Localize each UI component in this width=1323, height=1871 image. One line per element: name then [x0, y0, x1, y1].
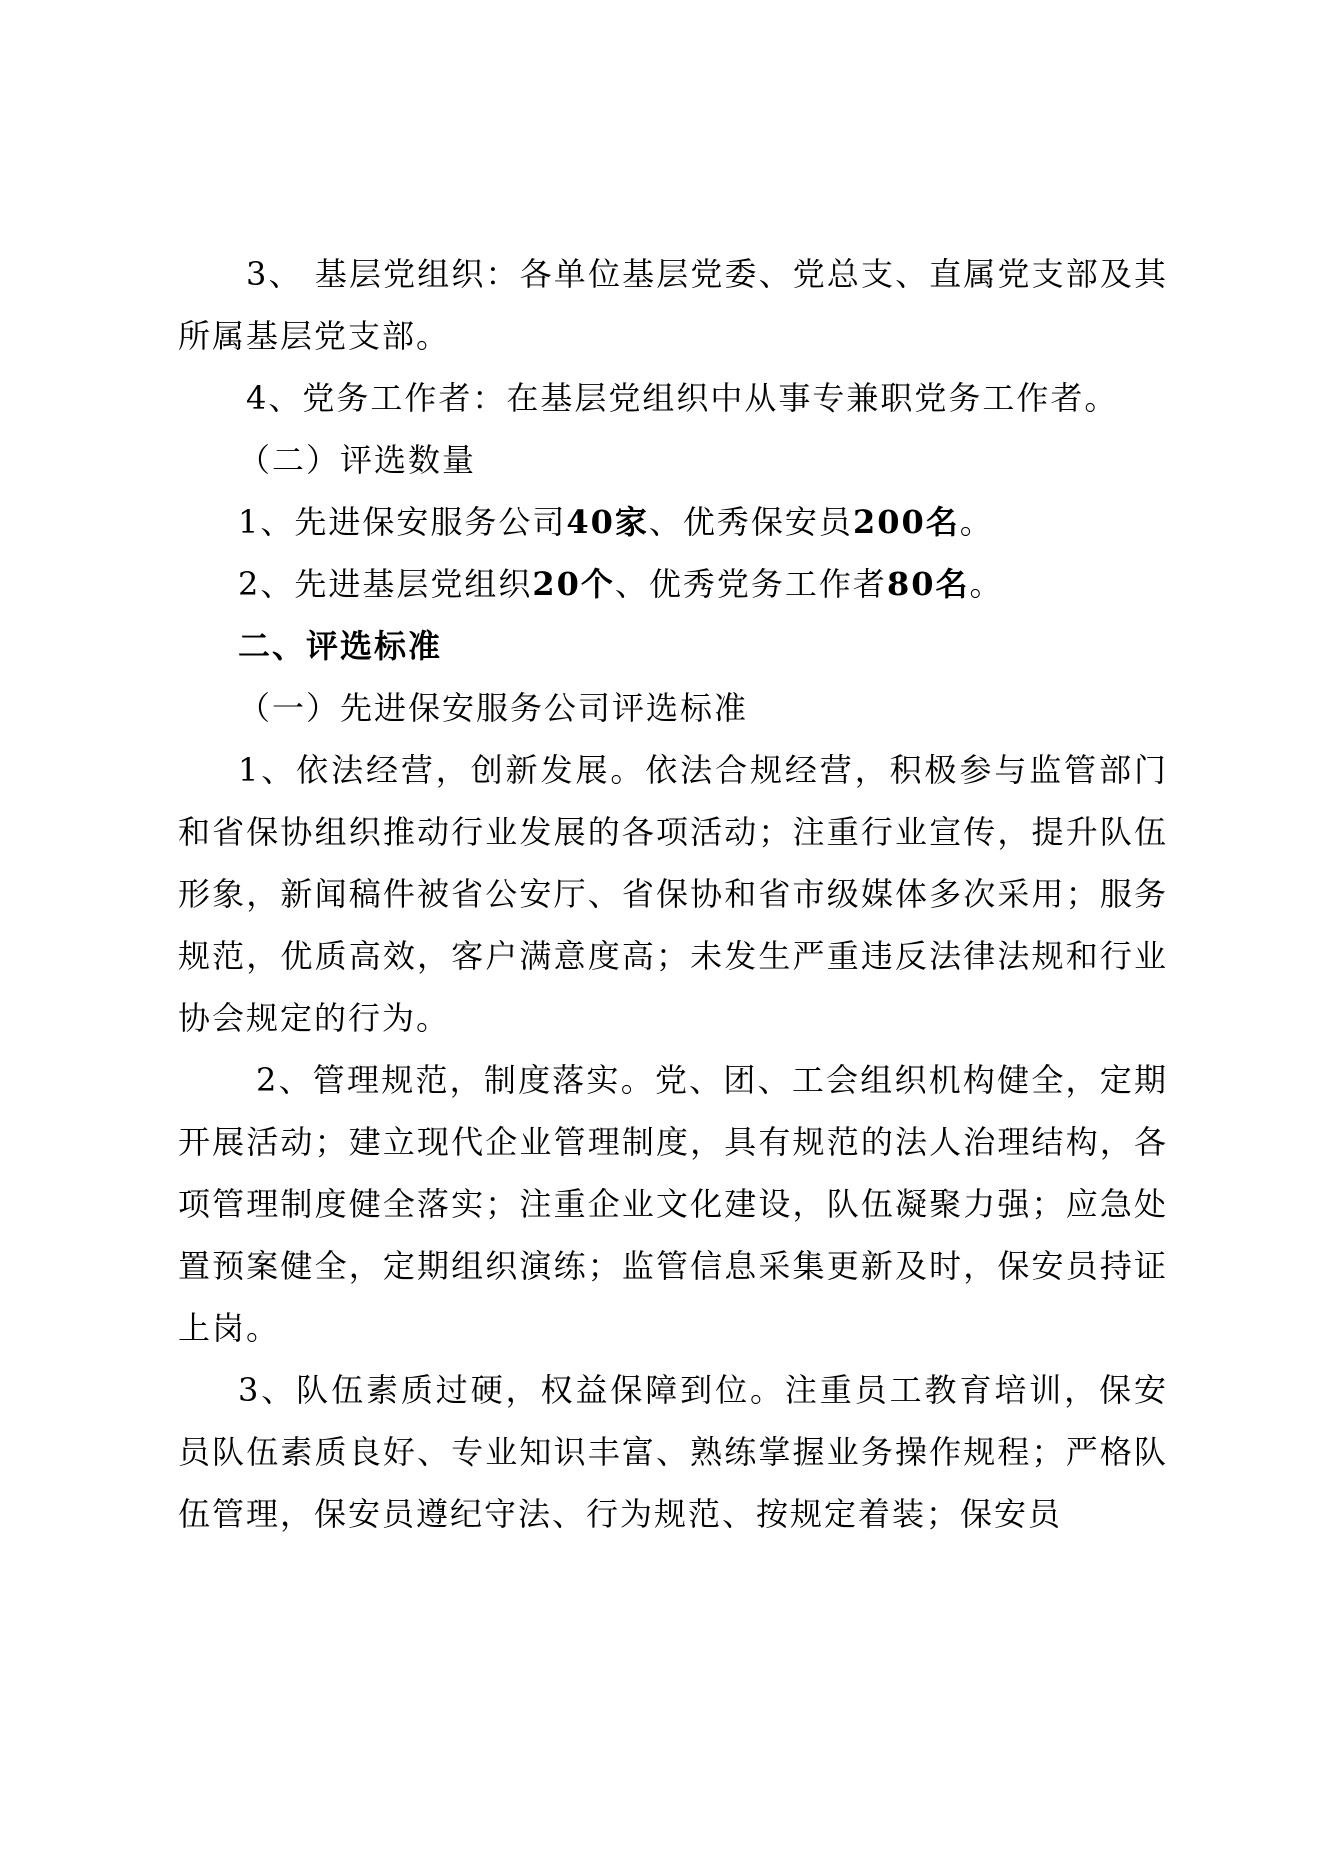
paragraph-criterion-lawful-operation: 1、依法经营，创新发展。依法合规经营，积极参与监管部门和省保协组织推动行业发展的各项活动；注重行业宣传，提升队伍形象，新闻稿件被省公安厅、省保协和省市级媒体多次采用；服务规范，优质高效，客户满意度高；未发生严重违反法律法规和行业协会规定的行为。: [178, 751, 1168, 1037]
section-heading-selection-criteria: 二、评选标准: [238, 627, 443, 665]
subheading-selection-quantity: （二）评选数量: [238, 441, 477, 479]
quantity-party-workers: 80名: [886, 565, 970, 603]
quantity-text-1c: 。: [959, 503, 994, 541]
quantity-text-2a: 2、先进基层党组织: [238, 565, 533, 603]
quantity-guards: 200名: [852, 503, 960, 541]
quantity-text-2c: 。: [969, 565, 1004, 603]
paragraph-criterion-standard-management: 2、管理规范，制度落实。党、团、工会组织机构健全，定期开展活动；建立现代企业管理制度，具有规范的法人治理结构，各项管理制度健全落实；注重企业文化建设，队伍凝聚力强；应急处置预案健全，定期组织演练；监管信息采集更新及时，保安员持证上岗。: [178, 1061, 1168, 1347]
paragraph-party-affairs-worker: 4、党务工作者：在基层党组织中从事专兼职党务工作者。: [246, 379, 1119, 417]
subheading-company-criteria: （一）先进保安服务公司评选标准: [238, 689, 749, 727]
quantity-companies: 40家: [566, 503, 649, 541]
paragraph-quantity-party-org: [178, 553, 1168, 615]
paragraph-quantity-security-company: [178, 491, 1168, 553]
quantity-text-2b: 、优秀党务工作者: [614, 565, 887, 603]
quantity-text-1b: 、优秀保安员: [648, 503, 853, 541]
document-body: [178, 243, 1168, 1545]
paragraph-grassroots-party-org: 3、 基层党组织：各单位基层党委、党总支、直属党支部及其所属基层党支部。: [178, 255, 1168, 355]
paragraph-criterion-team-quality: 3、队伍素质过硬，权益保障到位。注重员工教育培训，保安员队伍素质良好、专业知识丰富、熟练掌握业务操作规程；严格队伍管理，保安员遵纪守法、行为规范、按规定着装；保安员: [178, 1371, 1168, 1533]
quantity-party-orgs: 20个: [532, 565, 615, 603]
quantity-text-1a: 1、先进保安服务公司: [238, 503, 567, 541]
